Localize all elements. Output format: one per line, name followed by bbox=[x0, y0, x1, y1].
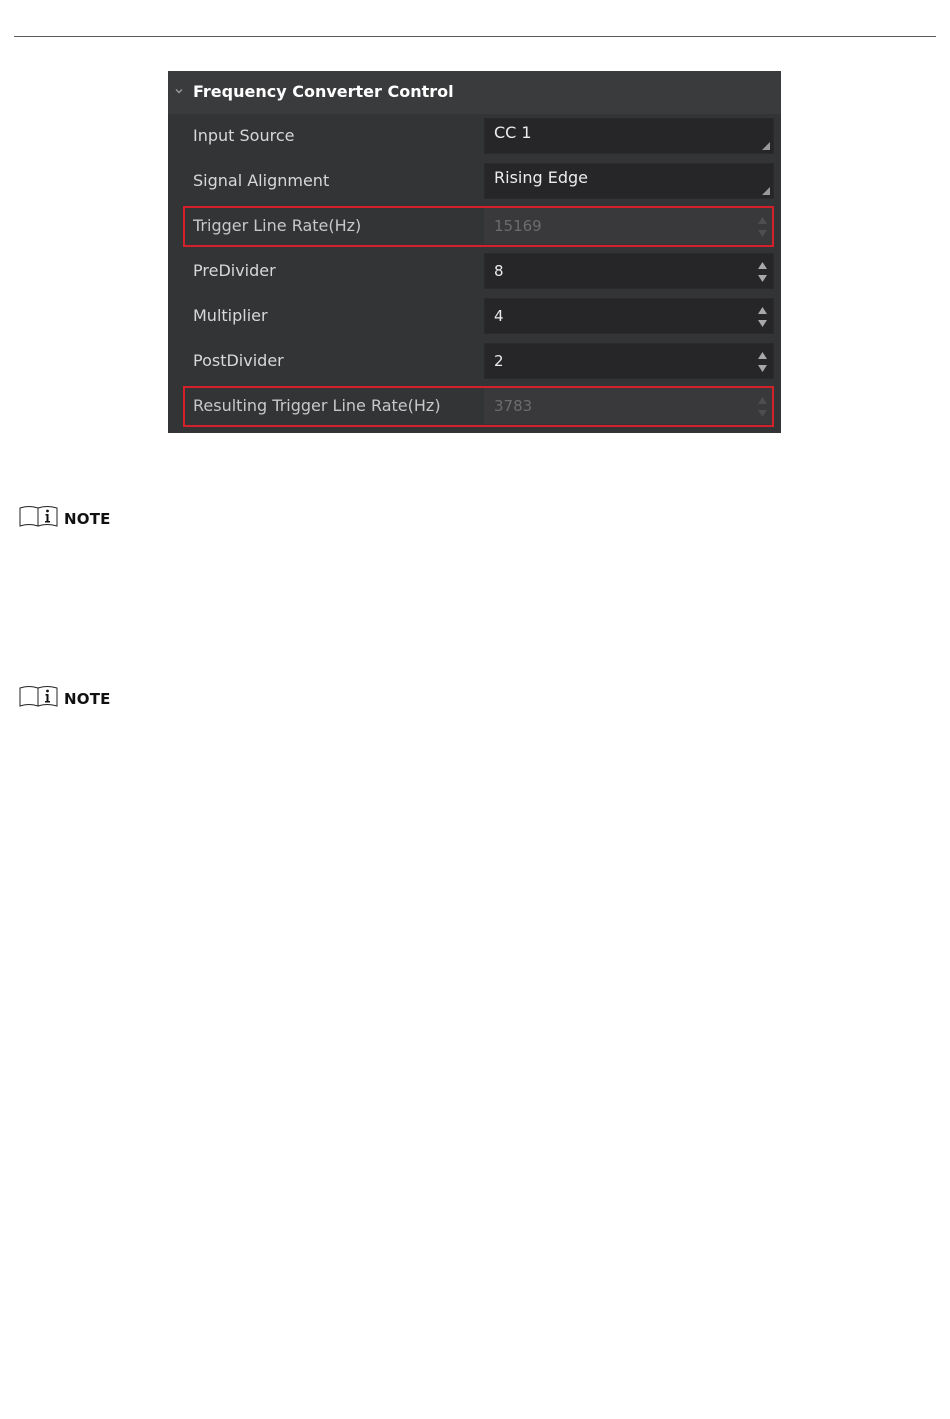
note-label: NOTE bbox=[64, 510, 111, 528]
row-input-source bbox=[168, 114, 781, 159]
frequency-converter-panel bbox=[168, 71, 781, 433]
predivider-label: PreDivider bbox=[193, 261, 276, 280]
spinner-arrows-icon bbox=[757, 215, 768, 239]
multiplier-label: Multiplier bbox=[193, 306, 268, 325]
row-postdivider bbox=[168, 339, 781, 384]
row-predivider bbox=[168, 249, 781, 294]
trigger-line-rate-value: 15169 bbox=[494, 217, 542, 235]
panel-header[interactable] bbox=[168, 71, 781, 114]
spinner-arrows-icon[interactable] bbox=[757, 350, 768, 374]
dropdown-corner-icon bbox=[762, 142, 770, 150]
resulting-trigger-line-rate-label: Resulting Trigger Line Rate(Hz) bbox=[193, 396, 441, 415]
row-signal-alignment bbox=[168, 159, 781, 204]
predivider-spinner[interactable] bbox=[484, 253, 774, 289]
postdivider-spinner[interactable] bbox=[484, 343, 774, 379]
note-label: NOTE bbox=[64, 690, 111, 708]
row-trigger-line-rate bbox=[168, 204, 781, 249]
signal-alignment-label: Signal Alignment bbox=[193, 171, 330, 190]
book-info-icon bbox=[19, 685, 59, 709]
signal-alignment-value: Rising Edge bbox=[494, 168, 588, 187]
book-info-icon bbox=[19, 505, 59, 529]
postdivider-label: PostDivider bbox=[193, 351, 284, 370]
panel-title: Frequency Converter Control bbox=[193, 82, 454, 101]
multiplier-spinner[interactable] bbox=[484, 298, 774, 334]
input-source-select[interactable] bbox=[484, 118, 774, 154]
input-source-value: CC 1 bbox=[494, 123, 532, 142]
resulting-trigger-line-rate-spinner bbox=[484, 388, 774, 424]
input-source-label: Input Source bbox=[193, 126, 295, 145]
chevron-down-icon[interactable] bbox=[173, 85, 185, 97]
multiplier-value: 4 bbox=[494, 307, 504, 325]
spinner-arrows-icon[interactable] bbox=[757, 260, 768, 284]
signal-alignment-select[interactable] bbox=[484, 163, 774, 199]
spinner-arrows-icon[interactable] bbox=[757, 305, 768, 329]
spinner-arrows-icon bbox=[757, 395, 768, 419]
dropdown-corner-icon bbox=[762, 187, 770, 195]
row-resulting-trigger-line-rate bbox=[168, 384, 781, 429]
header-rule bbox=[14, 36, 936, 37]
trigger-line-rate-spinner bbox=[484, 208, 774, 244]
row-multiplier bbox=[168, 294, 781, 339]
predivider-value: 8 bbox=[494, 262, 504, 280]
postdivider-value: 2 bbox=[494, 352, 504, 370]
resulting-trigger-line-rate-value: 3783 bbox=[494, 397, 533, 415]
trigger-line-rate-label: Trigger Line Rate(Hz) bbox=[193, 216, 362, 235]
